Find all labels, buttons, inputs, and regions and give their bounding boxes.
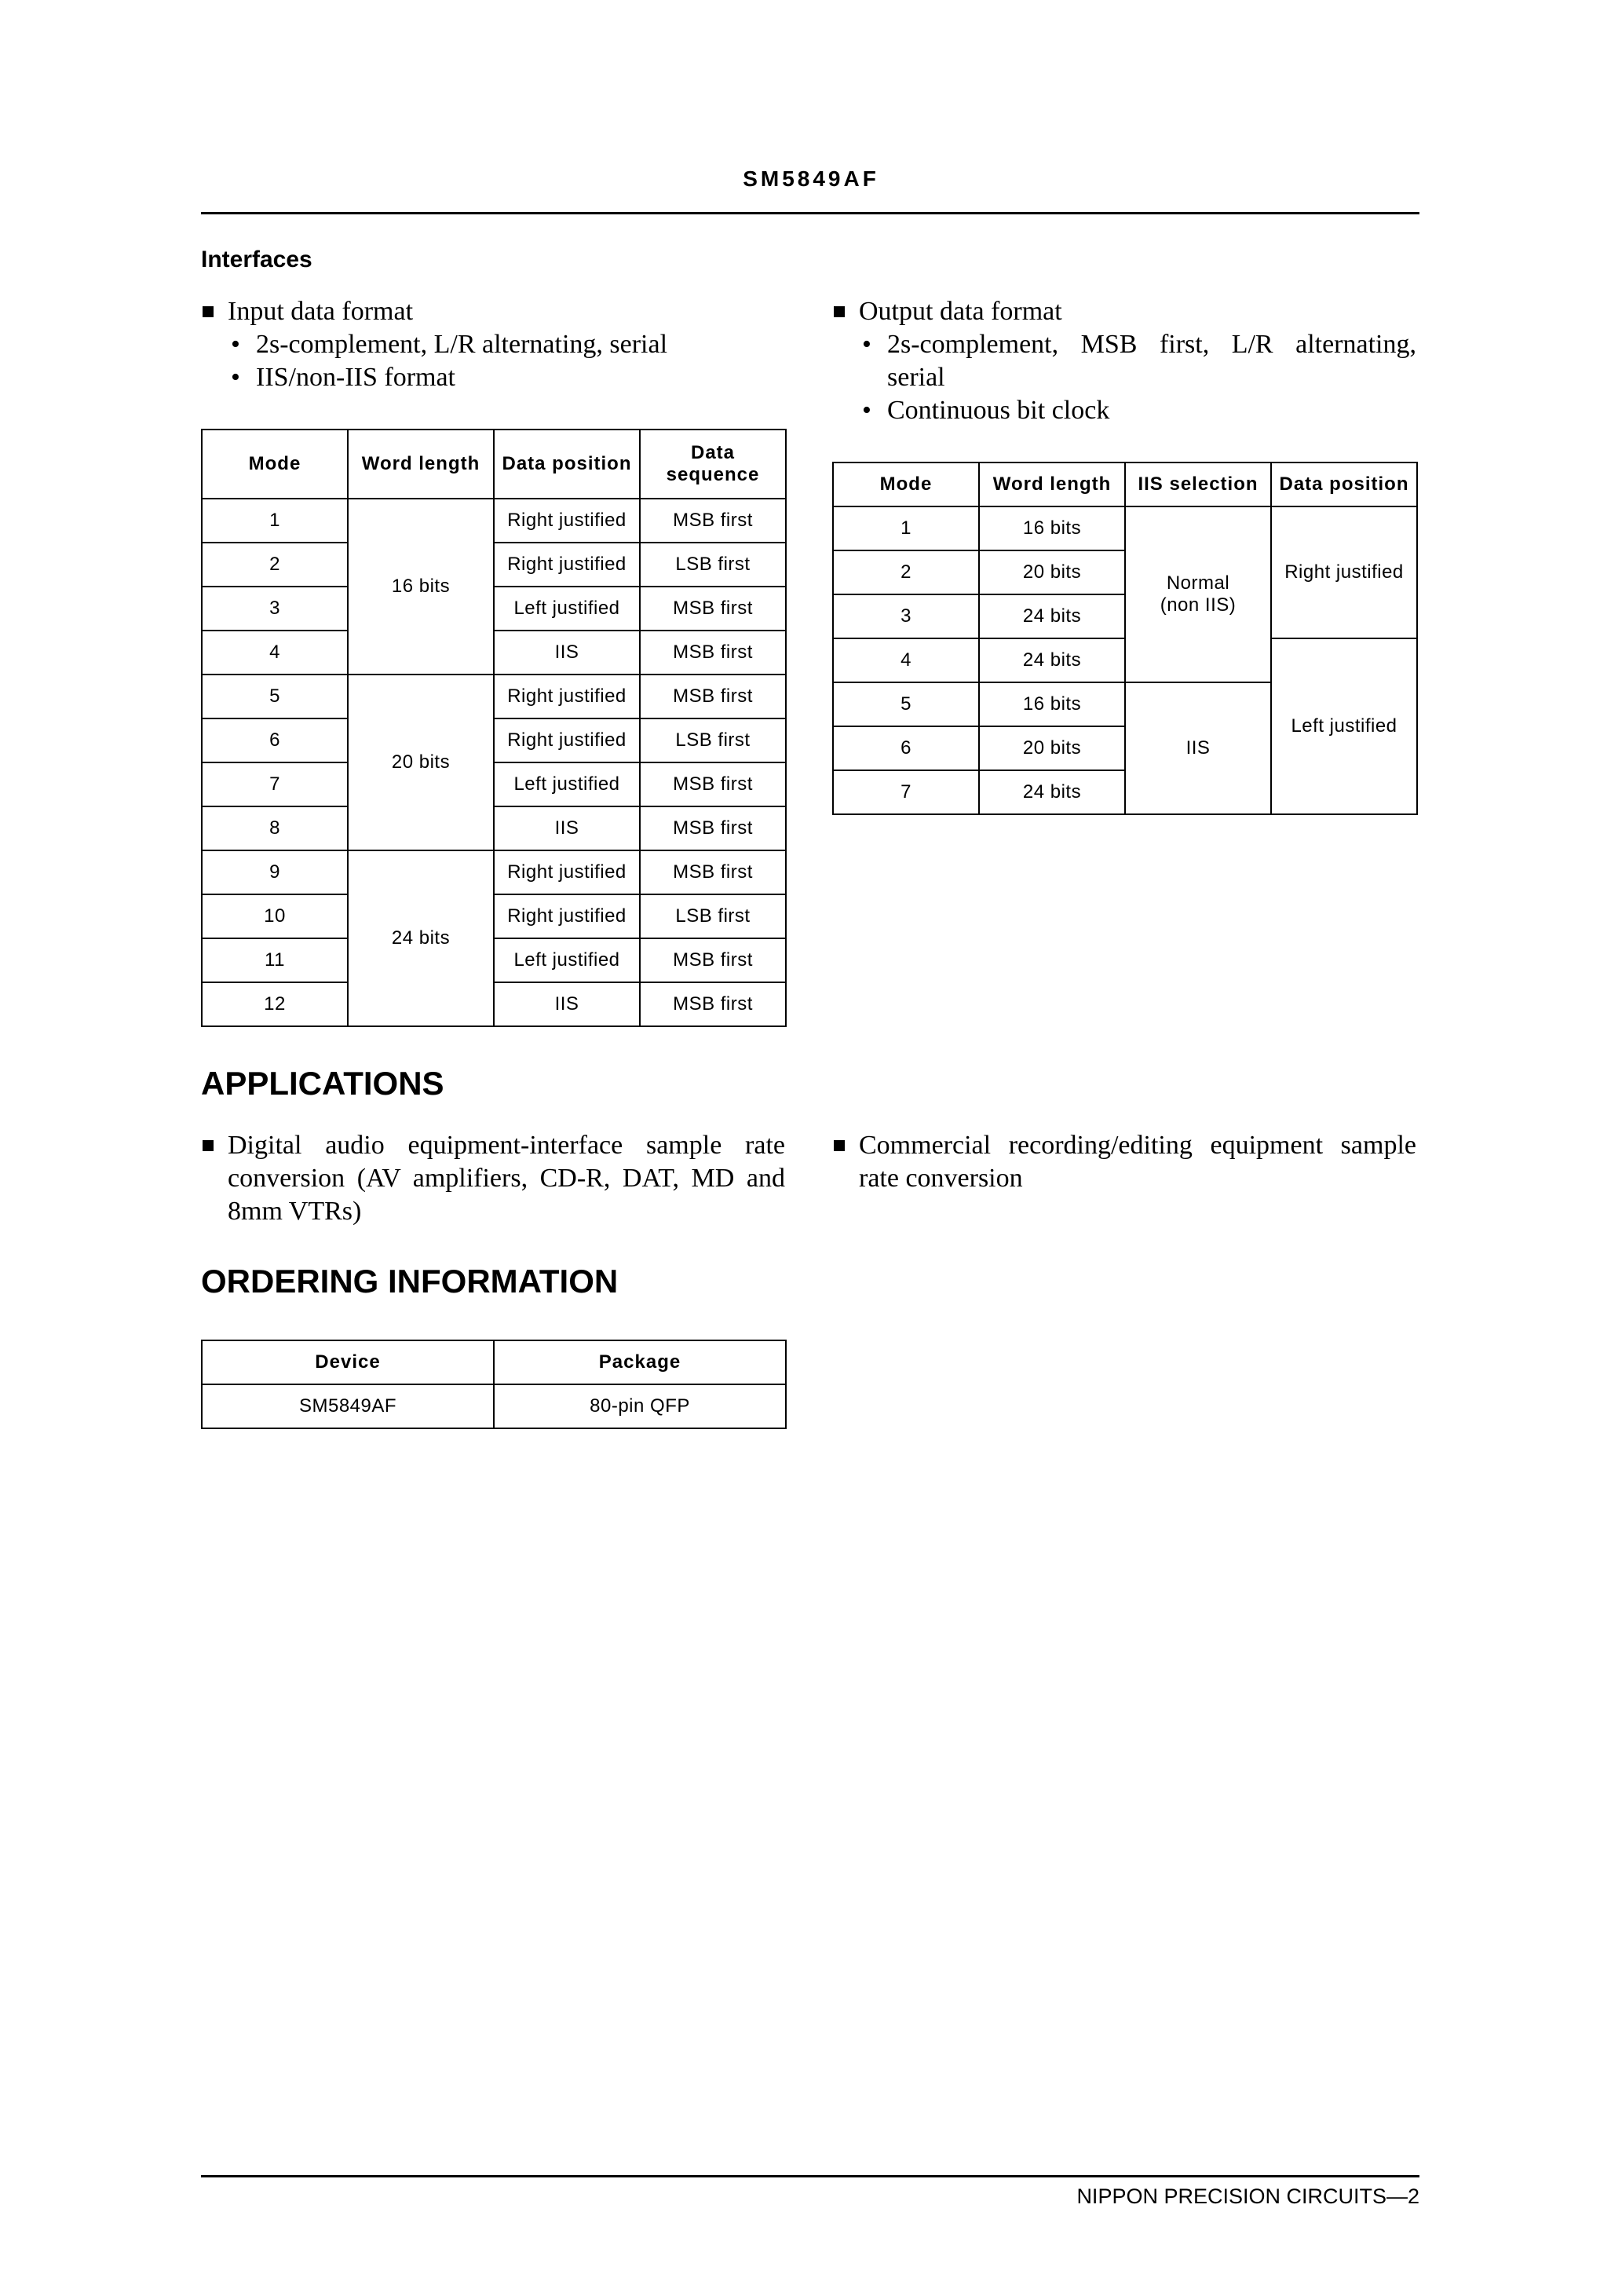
word-length-cell: 24 bits	[979, 594, 1125, 638]
column-header: Mode	[833, 462, 979, 506]
word-length-cell: 24 bits	[979, 770, 1125, 814]
mode-cell: 9	[202, 850, 348, 894]
output-format-item-text: 2s-complement, MSB first, L/R alternating, serial	[887, 330, 1416, 392]
mode-cell: 4	[202, 631, 348, 675]
table-row	[202, 850, 786, 894]
table-row	[202, 938, 786, 982]
square-bullet-icon	[203, 1140, 214, 1151]
column-header: IIS selection	[1125, 462, 1271, 506]
table-row	[202, 762, 786, 806]
iis-selection-cell: IIS	[1125, 682, 1271, 814]
output-format-table	[832, 462, 1418, 815]
table-header-row	[202, 1340, 786, 1384]
output-format-item	[832, 394, 1416, 427]
column-header: Package	[494, 1340, 786, 1384]
word-length-cell: 20 bits	[348, 675, 494, 850]
column-header: Word length	[979, 462, 1125, 506]
table-row	[202, 982, 786, 1026]
data-sequence-cell: MSB first	[640, 587, 786, 631]
data-sequence-cell: MSB first	[640, 850, 786, 894]
data-sequence-cell: MSB first	[640, 982, 786, 1026]
column-header: Word length	[348, 430, 494, 499]
application-item-text: Digital audio equipment-interface sample rate conversion (AV amplifiers, CD-R, DAT, MD and 8mm VTRs)	[228, 1131, 785, 1226]
data-sequence-cell: MSB first	[640, 762, 786, 806]
iis-selection-line: (non IIS)	[1160, 594, 1237, 616]
table-row	[202, 806, 786, 850]
output-format-item-text: Continuous bit clock	[887, 396, 1110, 425]
bullet-dot-icon: •	[231, 330, 240, 359]
data-position-cell: Right justified	[494, 675, 640, 718]
bullet-dot-icon: •	[862, 330, 871, 359]
word-length-cell: 16 bits	[979, 682, 1125, 726]
table-row	[202, 675, 786, 718]
data-sequence-cell: LSB first	[640, 894, 786, 938]
mode-cell: 6	[202, 718, 348, 762]
package-cell: 80-pin QFP	[494, 1384, 786, 1428]
data-position-cell: Left justified	[494, 587, 640, 631]
mode-cell: 3	[833, 594, 979, 638]
data-position-cell: Right justified	[494, 499, 640, 543]
word-length-cell: 20 bits	[979, 726, 1125, 770]
data-position-cell: Left justified	[494, 762, 640, 806]
output-format-title: Output data format	[859, 297, 1062, 326]
square-bullet-icon	[203, 306, 214, 317]
ordering-table	[201, 1340, 787, 1429]
word-length-cell: 16 bits	[348, 499, 494, 675]
input-format-title: Input data format	[228, 297, 414, 326]
column-header: Device	[202, 1340, 494, 1384]
output-format-item	[832, 328, 1416, 394]
mode-cell: 11	[202, 938, 348, 982]
word-length-cell: 24 bits	[348, 850, 494, 1026]
mode-cell: 4	[833, 638, 979, 682]
device-cell: SM5849AF	[202, 1384, 494, 1428]
table-header-row	[202, 430, 786, 499]
input-format-item	[201, 361, 785, 394]
table-row	[833, 506, 1417, 550]
header-divider	[201, 212, 1419, 214]
table-row	[202, 587, 786, 631]
data-position-cell: IIS	[494, 982, 640, 1026]
interfaces-heading: Interfaces	[201, 247, 312, 272]
mode-cell: 1	[202, 499, 348, 543]
data-position-cell: Right justified	[494, 894, 640, 938]
mode-cell: 1	[833, 506, 979, 550]
data-position-cell: Left justified	[1271, 638, 1417, 814]
mode-cell: 6	[833, 726, 979, 770]
data-sequence-cell: MSB first	[640, 938, 786, 982]
mode-cell: 7	[202, 762, 348, 806]
mode-cell: 8	[202, 806, 348, 850]
applications-left	[201, 1129, 785, 1228]
input-format-item-text: IIS/non-IIS format	[256, 363, 456, 392]
output-format-block	[832, 295, 1416, 427]
application-item	[832, 1129, 1416, 1195]
mode-cell: 10	[202, 894, 348, 938]
table-row	[202, 631, 786, 675]
column-header: Data position	[494, 430, 640, 499]
mode-cell: 3	[202, 587, 348, 631]
application-item	[201, 1129, 785, 1228]
mode-cell: 12	[202, 982, 348, 1026]
footer-text: NIPPON PRECISION CIRCUITS—2	[1076, 2184, 1419, 2208]
data-position-cell: IIS	[494, 631, 640, 675]
table-row	[202, 1384, 786, 1428]
word-length-cell: 24 bits	[979, 638, 1125, 682]
bullet-dot-icon: •	[862, 396, 871, 425]
applications-right	[832, 1129, 1416, 1195]
data-sequence-cell: LSB first	[640, 543, 786, 587]
data-position-cell: Right justified	[494, 850, 640, 894]
output-format-bullet	[832, 295, 1416, 328]
application-item-text: Commercial recording/editing equipment sample rate conversion	[859, 1131, 1416, 1193]
ordering-heading: ORDERING INFORMATION	[201, 1263, 619, 1300]
data-position-cell: Right justified	[494, 718, 640, 762]
data-position-cell: IIS	[494, 806, 640, 850]
data-position-cell: Left justified	[494, 938, 640, 982]
input-format-item-text: 2s-complement, L/R alternating, serial	[256, 330, 668, 359]
page-header-title: SM5849AF	[743, 166, 879, 191]
footer-divider	[201, 2175, 1419, 2177]
input-format-bullet	[201, 295, 785, 328]
data-position-cell: Right justified	[1271, 506, 1417, 638]
word-length-cell: 16 bits	[979, 506, 1125, 550]
column-header: Data position	[1271, 462, 1417, 506]
mode-cell: 2	[202, 543, 348, 587]
word-length-cell: 20 bits	[979, 550, 1125, 594]
iis-selection-line: Normal	[1166, 572, 1230, 594]
input-format-block	[201, 295, 785, 394]
mode-cell: 5	[833, 682, 979, 726]
bullet-dot-icon: •	[231, 363, 240, 392]
data-position-cell: Right justified	[494, 543, 640, 587]
column-header: Mode	[202, 430, 348, 499]
table-row	[202, 543, 786, 587]
mode-cell: 7	[833, 770, 979, 814]
data-sequence-cell: MSB first	[640, 675, 786, 718]
data-sequence-cell: MSB first	[640, 499, 786, 543]
table-row	[202, 718, 786, 762]
square-bullet-icon	[834, 306, 845, 317]
table-header-row	[833, 462, 1417, 506]
mode-cell: 2	[833, 550, 979, 594]
data-sequence-cell: MSB first	[640, 806, 786, 850]
data-sequence-cell: LSB first	[640, 718, 786, 762]
table-row	[202, 499, 786, 543]
data-sequence-cell: MSB first	[640, 631, 786, 675]
applications-heading: APPLICATIONS	[201, 1065, 444, 1102]
iis-selection-cell	[1125, 506, 1271, 682]
table-row	[202, 894, 786, 938]
input-format-item	[201, 328, 785, 361]
input-format-table	[201, 429, 787, 1027]
square-bullet-icon	[834, 1140, 845, 1151]
column-header: Data sequence	[640, 430, 786, 499]
mode-cell: 5	[202, 675, 348, 718]
